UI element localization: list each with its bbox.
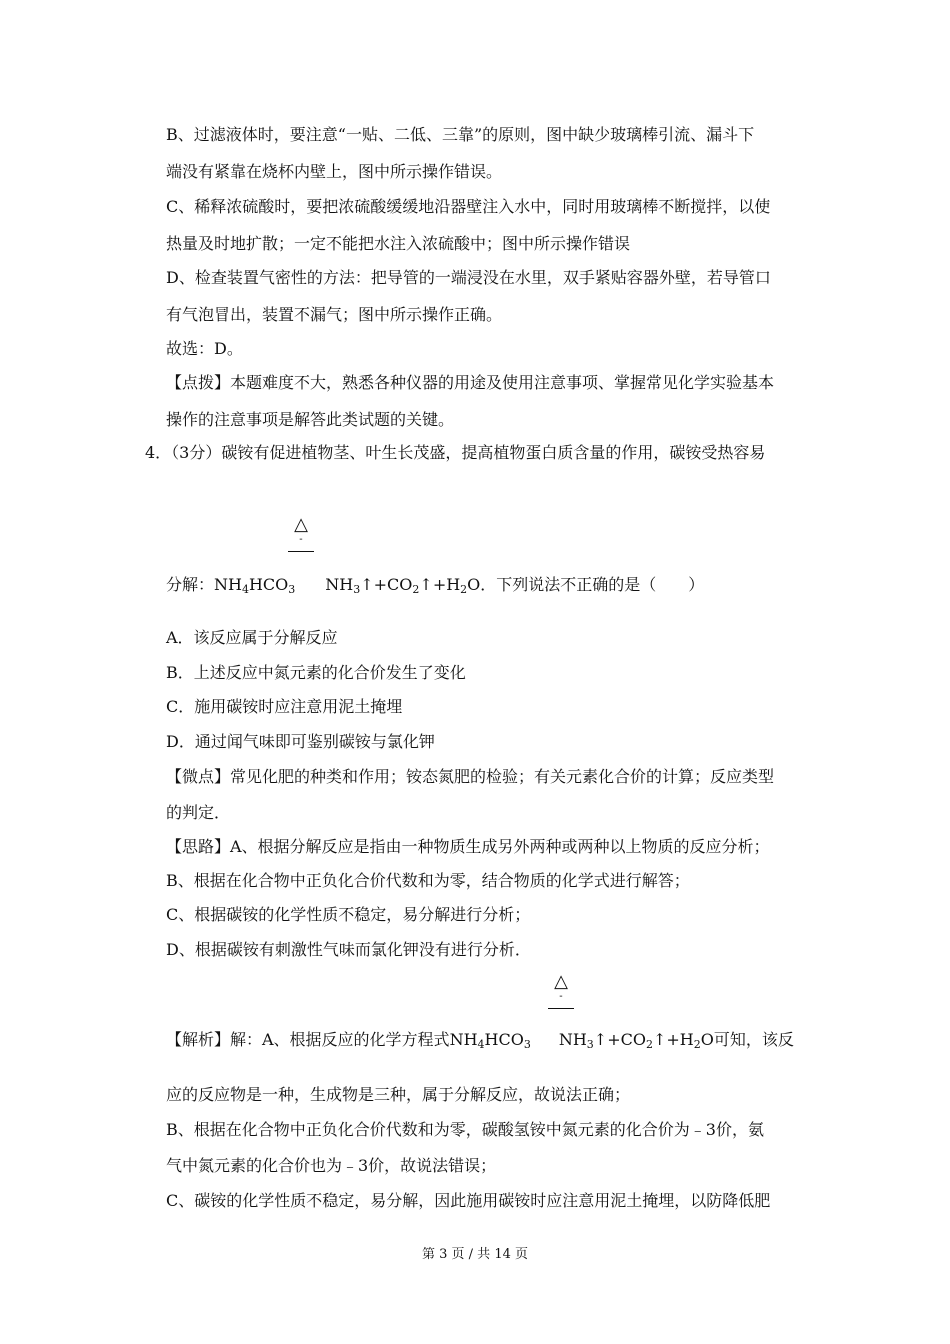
approach-line: 【思路】A、根据分解反应是指由一种物质生成另外两种或两种以上物质的反应分析；	[166, 837, 770, 856]
product-formula: $NH_3↑+CO_2↑+H_2O$	[325, 575, 481, 596]
option-a: A．该反应属于分解反应	[166, 628, 338, 647]
option-c: C．施用碳铵时应注意用泥土掩埋	[166, 697, 403, 716]
analysis-line: B、根据在化合物中正负化合价代数和为零，碳酸氢铵中氮元素的化合价为﹣3价，氨	[166, 1120, 764, 1139]
text-line: 有气泡冒出，装置不漏气；图中所示操作正确。	[166, 305, 503, 324]
text-line: B、过滤液体时，要注意“一贴、二低、三靠”的原则，图中缺少玻璃棒引流、漏斗下	[166, 125, 755, 144]
analysis-line: 应的反应物是一种，生成物是三种，属于分解反应，故说法正确；	[166, 1085, 631, 1104]
approach-line: D、根据碳铵有刺激性气味而氯化钾没有进行分析．	[166, 940, 531, 959]
product-formula: $NH_3↑+CO_2↑+H_2O$	[558, 1030, 714, 1051]
keypoint-line: 【微点】常见化肥的种类和作用；铵态氮肥的检验；有关元素化合价的计算；反应类型	[166, 767, 775, 786]
reaction-bar	[548, 1008, 574, 1009]
equation-line	[166, 575, 704, 595]
condition-mark: -	[299, 534, 303, 545]
tip-line: 操作的注意事项是解答此类试题的关键。	[166, 410, 455, 429]
heat-triangle-icon: △	[294, 514, 308, 535]
option-b: B．上述反应中氮元素的化合价发生了变化	[166, 663, 466, 682]
text-line: 端没有紧靠在烧杯内壁上，图中所示操作错误。	[166, 162, 503, 181]
equation-suffix: ．下列说法不正确的是（ ）	[480, 575, 705, 594]
approach-line: C、根据碳铵的化学性质不稳定，易分解进行分析；	[166, 905, 531, 924]
reaction-condition	[288, 515, 314, 552]
text-line: D、检查装置气密性的方法：把导管的一端浸没在水里，双手紧贴容器外壁，若导管口	[166, 268, 771, 287]
tip-line: 【点拨】本题难度不大，熟悉各种仪器的用途及使用注意事项、掌握常见化学实验基本	[166, 373, 775, 392]
analysis-prefix: 【解析】解：A、根据反应的化学方程式	[166, 1030, 450, 1049]
reactant-formula: $NH_4HCO_3$	[449, 1030, 531, 1051]
reaction-condition	[548, 972, 574, 1009]
reactant-formula: $NH_4HCO_3$	[214, 575, 296, 596]
equation-prefix: 分解：	[166, 575, 215, 594]
keypoint-line: 的判定．	[166, 803, 231, 822]
reaction-bar	[288, 551, 314, 552]
analysis-equation-line	[166, 1030, 794, 1050]
approach-line: B、根据在化合物中正负化合价代数和为零，结合物质的化学式进行解答；	[166, 871, 690, 890]
analysis-line: 气中氮元素的化合价也为﹣3价，故说法错误；	[166, 1156, 497, 1175]
analysis-line: C、碳铵的化学性质不稳定，易分解，因此施用碳铵时应注意用泥土掩埋，以防降低肥	[166, 1191, 771, 1210]
analysis-suffix: 可知，该反	[713, 1030, 794, 1049]
option-d: D．通过闻气味即可鉴别碳铵与氯化钾	[166, 732, 435, 751]
page-footer: 第 3 页 / 共 14 页	[422, 1247, 528, 1262]
answer-line: 故选：D。	[166, 339, 243, 358]
text-line: C、稀释浓硫酸时，要把浓硫酸缓缓地沿器壁注入水中，同时用玻璃棒不断搅拌，以使	[166, 197, 771, 216]
condition-mark: -	[559, 991, 563, 1002]
text-line: 热量及时地扩散；一定不能把水注入浓硫酸中；图中所示操作错误	[166, 234, 631, 253]
heat-triangle-icon: △	[554, 971, 568, 992]
question-4: 4．（3分）碳铵有促进植物茎、叶生长茂盛，提高植物蛋白质含量的作用，碳铵受热容易	[145, 443, 766, 462]
